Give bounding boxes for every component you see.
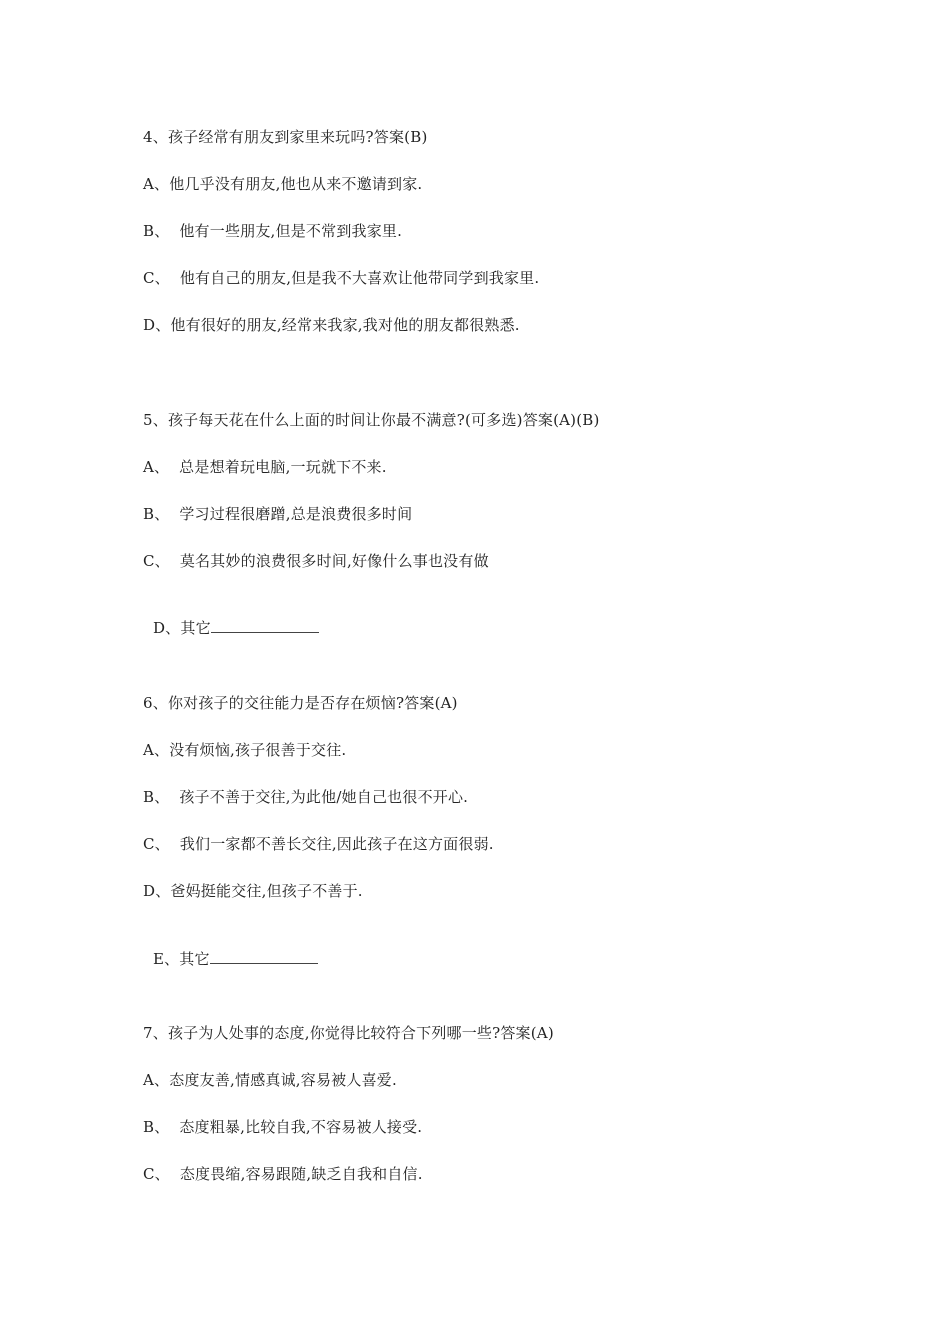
question-4-option-c: C、 他有自己的朋友,但是我不大喜欢让他带同学到我家里.	[143, 269, 540, 287]
question-6-option-c: C、 我们一家都不善长交往,因此孩子在这方面很弱.	[143, 835, 494, 853]
question-5-option-c: C、 莫名其妙的浪费很多时间,好像什么事也没有做	[143, 552, 489, 570]
question-7: 7、孩子为人处事的态度,你觉得比较符合下列哪一些?答案(A)	[143, 1024, 554, 1042]
question-7-option-b: B、 态度粗暴,比较自我,不容易被人接受.	[143, 1118, 423, 1136]
question-5-option-d-label: D、其它	[152, 619, 211, 637]
fill-in-blank-line	[211, 618, 319, 633]
fill-in-blank-line	[210, 949, 318, 964]
question-5-option-d	[143, 598, 319, 638]
question-5: 5、孩子每天花在什么上面的时间让你最不满意?(可多选)答案(A)(B)	[143, 411, 600, 429]
question-6-option-a: A、没有烦恼,孩子很善于交往.	[143, 741, 347, 759]
question-6: 6、你对孩子的交往能力是否存在烦恼?答案(A)	[143, 694, 458, 712]
question-5-option-a: A、 总是想着玩电脑,一玩就下不来.	[143, 458, 387, 476]
question-4-option-a: A、他几乎没有朋友,他也从来不邀请到家.	[143, 175, 423, 193]
question-6-option-d: D、爸妈挺能交往,但孩子不善于.	[143, 882, 363, 900]
question-6-option-e-label: E、其它	[152, 950, 210, 968]
question-5-option-b: B、 学习过程很磨蹭,总是浪费很多时间	[143, 505, 413, 523]
question-4-option-d: D、他有很好的朋友,经常来我家,我对他的朋友都很熟悉.	[143, 316, 520, 334]
question-7-option-a: A、态度友善,情感真诚,容易被人喜爱.	[143, 1071, 397, 1089]
question-7-option-c: C、 态度畏缩,容易跟随,缺乏自我和自信.	[143, 1165, 423, 1183]
question-4-option-b: B、 他有一些朋友,但是不常到我家里.	[143, 222, 403, 240]
question-6-option-e	[143, 929, 318, 969]
question-4: 4、孩子经常有朋友到家里来玩吗?答案(B)	[143, 128, 428, 146]
question-6-option-b: B、 孩子不善于交往,为此他/她自己也很不开心.	[143, 788, 469, 806]
